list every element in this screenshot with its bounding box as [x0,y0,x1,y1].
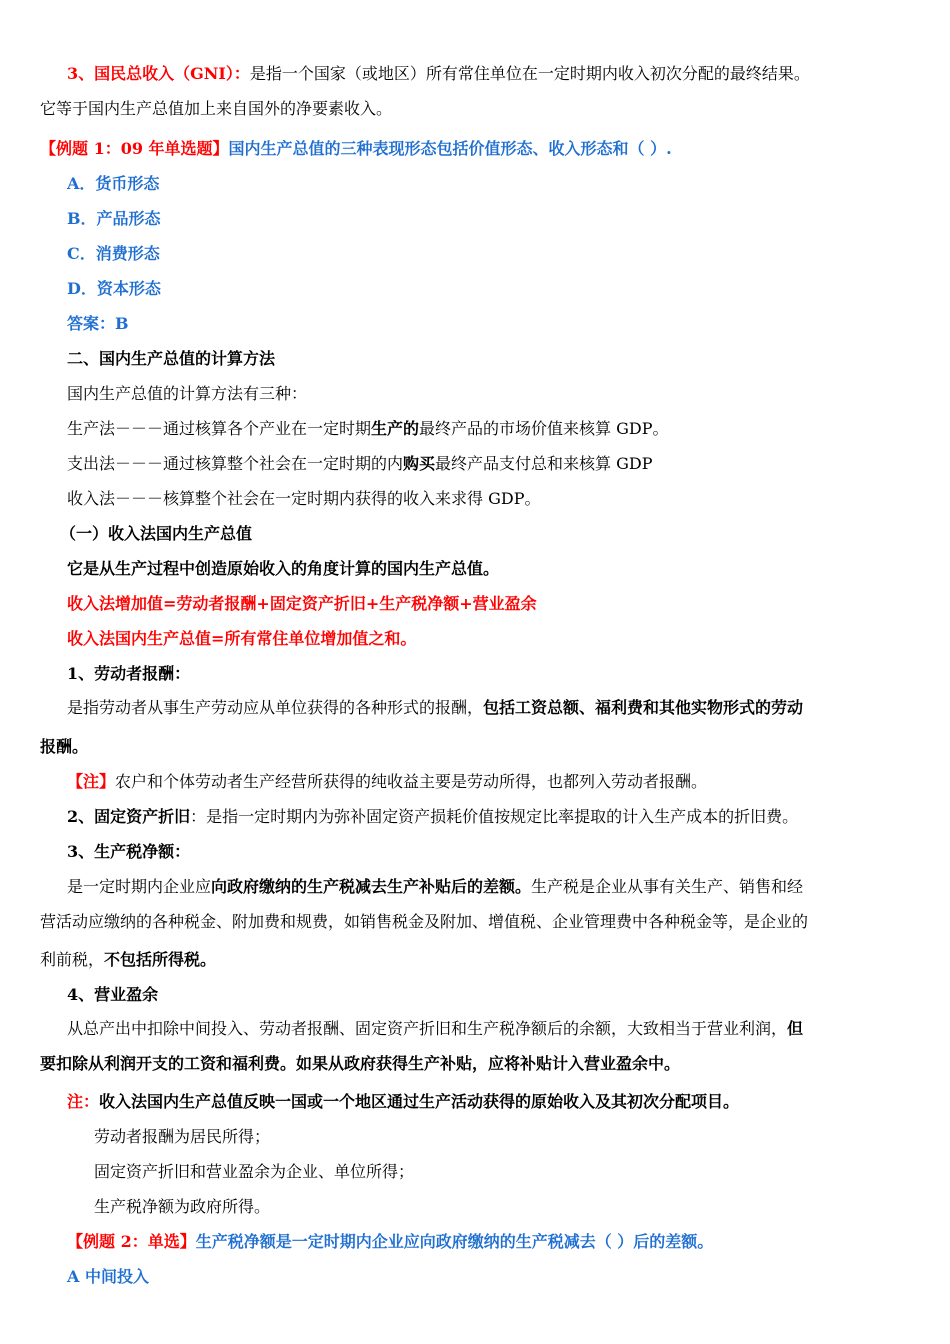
example2-question: 生产税净额是一定时期内企业应向政府缴纳的生产税减去（ ）后的差额。 [195,1232,714,1251]
gni-text: 是指一个国家（或地区）所有常住单位在一定时期内收入初次分配的最终结果。 [249,64,810,83]
item1-text-bold: 包括工资总额、福利费和其他实物形式的劳动 [483,698,804,717]
income-formula-1: 收入法增加值=劳动者报酬+固定资产折旧+生产税净额+营业盈余 [67,594,537,613]
example1-option-c: C．消费形态 [67,244,160,263]
gni-paragraph [67,63,810,85]
example1-option-b: B．产品形态 [67,209,161,228]
item2 [67,806,798,828]
item4-title: 4、营业盈余 [67,985,159,1004]
item1-text-cont: 报酬。 [40,737,89,756]
item2-text: ：是指一定时期内为弥补固定资产损耗价值按规定比率提取的计入生产成本的折旧费。 [190,807,799,826]
method-income: 收入法－－－核算整个社会在一定时期内获得的收入来求得 GDP。 [67,489,541,508]
item3-line3 [40,949,216,971]
example2-option-a: A 中间投入 [67,1267,149,1286]
method-production-tail: 最终产品的市场价值来核算 GDP。 [419,419,669,438]
example1-question-line [40,138,672,160]
item3-text-plain: 是一定时期内企业应 [67,877,212,896]
item4-text-plain: 从总产出中扣除中间投入、劳动者报酬、固定资产折旧和生产税净额后的余额，大致相当于营业利润， [67,1019,788,1038]
item3-line3-bold: 不包括所得税。 [104,950,217,969]
method-expenditure-bold: 购买 [403,454,436,473]
item1-text [67,697,803,719]
item4-line2: 要扣除从利润开支的工资和福利费。如果从政府获得生产补贴，应将补贴计入营业盈余中。 [40,1054,681,1073]
gni-title: 3、国民总收入（GNI）： [67,64,250,83]
distribution-2: 固定资产折旧和营业盈余为企业、单位所得； [94,1162,415,1181]
item4-text-bold: 但 [787,1019,804,1038]
income-heading: （一）收入法国内生产总值 [60,524,253,543]
section2-intro: 国内生产总值的计算方法有三种： [67,384,308,403]
note1-text: 农户和个体劳动者生产经营所获得的纯收益主要是劳动所得，也都列入劳动者报酬。 [115,772,708,791]
income-formula-2: 收入法国内生产总值=所有常住单位增加值之和。 [67,629,417,648]
item1-text-plain: 是指劳动者从事生产劳动应从单位获得的各种形式的报酬， [67,698,484,717]
example1-option-a: A．货币形态 [67,174,160,193]
item2-title: 2、固定资产折旧 [67,807,191,826]
method-production [67,418,669,440]
item3-text-bold: 向政府缴纳的生产税减去生产补贴后的差额。 [211,877,532,896]
note2 [67,1091,739,1113]
example1-tag: 【例题 1：09 年单选题】 [40,139,229,158]
gni-text-cont: 它等于国内生产总值加上来自国外的净要素收入。 [40,99,393,118]
example1-question: 国内生产总值的三种表现形态包括价值形态、收入形态和（ ）. [228,139,672,158]
note2-text: 收入法国内生产总值反映一国或一个地区通过生产活动获得的原始收入及其初次分配项目。 [99,1092,740,1111]
distribution-1: 劳动者报酬为居民所得； [94,1127,271,1146]
note1-tag: 【注】 [67,772,116,791]
method-expenditure-text: 支出法－－－通过核算整个社会在一定时期的内 [67,454,404,473]
example2-question-line [67,1231,713,1253]
income-definition: 它是从生产过程中创造原始收入的角度计算的国内生产总值。 [67,559,500,578]
item3-line1 [67,876,803,898]
method-production-text: 生产法－－－通过核算各个产业在一定时期 [67,419,372,438]
example1-option-d: D．资本形态 [67,279,161,298]
example2-tag: 【例题 2：单选】 [67,1232,196,1251]
item3-title: 3、生产税净额： [67,842,191,861]
section2-heading: 二、国内生产总值的计算方法 [67,349,276,368]
item3-line2: 营活动应缴纳的各种税金、附加费和规费，如销售税金及附加、增值税、企业管理费中各种税金等，是企业的 [40,912,809,931]
distribution-3: 生产税净额为政府所得。 [94,1197,271,1216]
method-expenditure [67,453,653,475]
item4-line1 [67,1018,803,1040]
method-production-bold: 生产的 [371,419,420,438]
example1-answer: 答案：B [67,314,129,333]
note1 [67,771,707,793]
method-expenditure-tail: 最终产品支付总和来核算 GDP [435,454,653,473]
item3-text-tail: 生产税是企业从事有关生产、销售和经 [531,877,804,896]
note2-tag: 注： [67,1092,100,1111]
item3-line3-plain: 利前税， [40,950,105,969]
item1-title: 1、劳动者报酬： [67,664,191,683]
